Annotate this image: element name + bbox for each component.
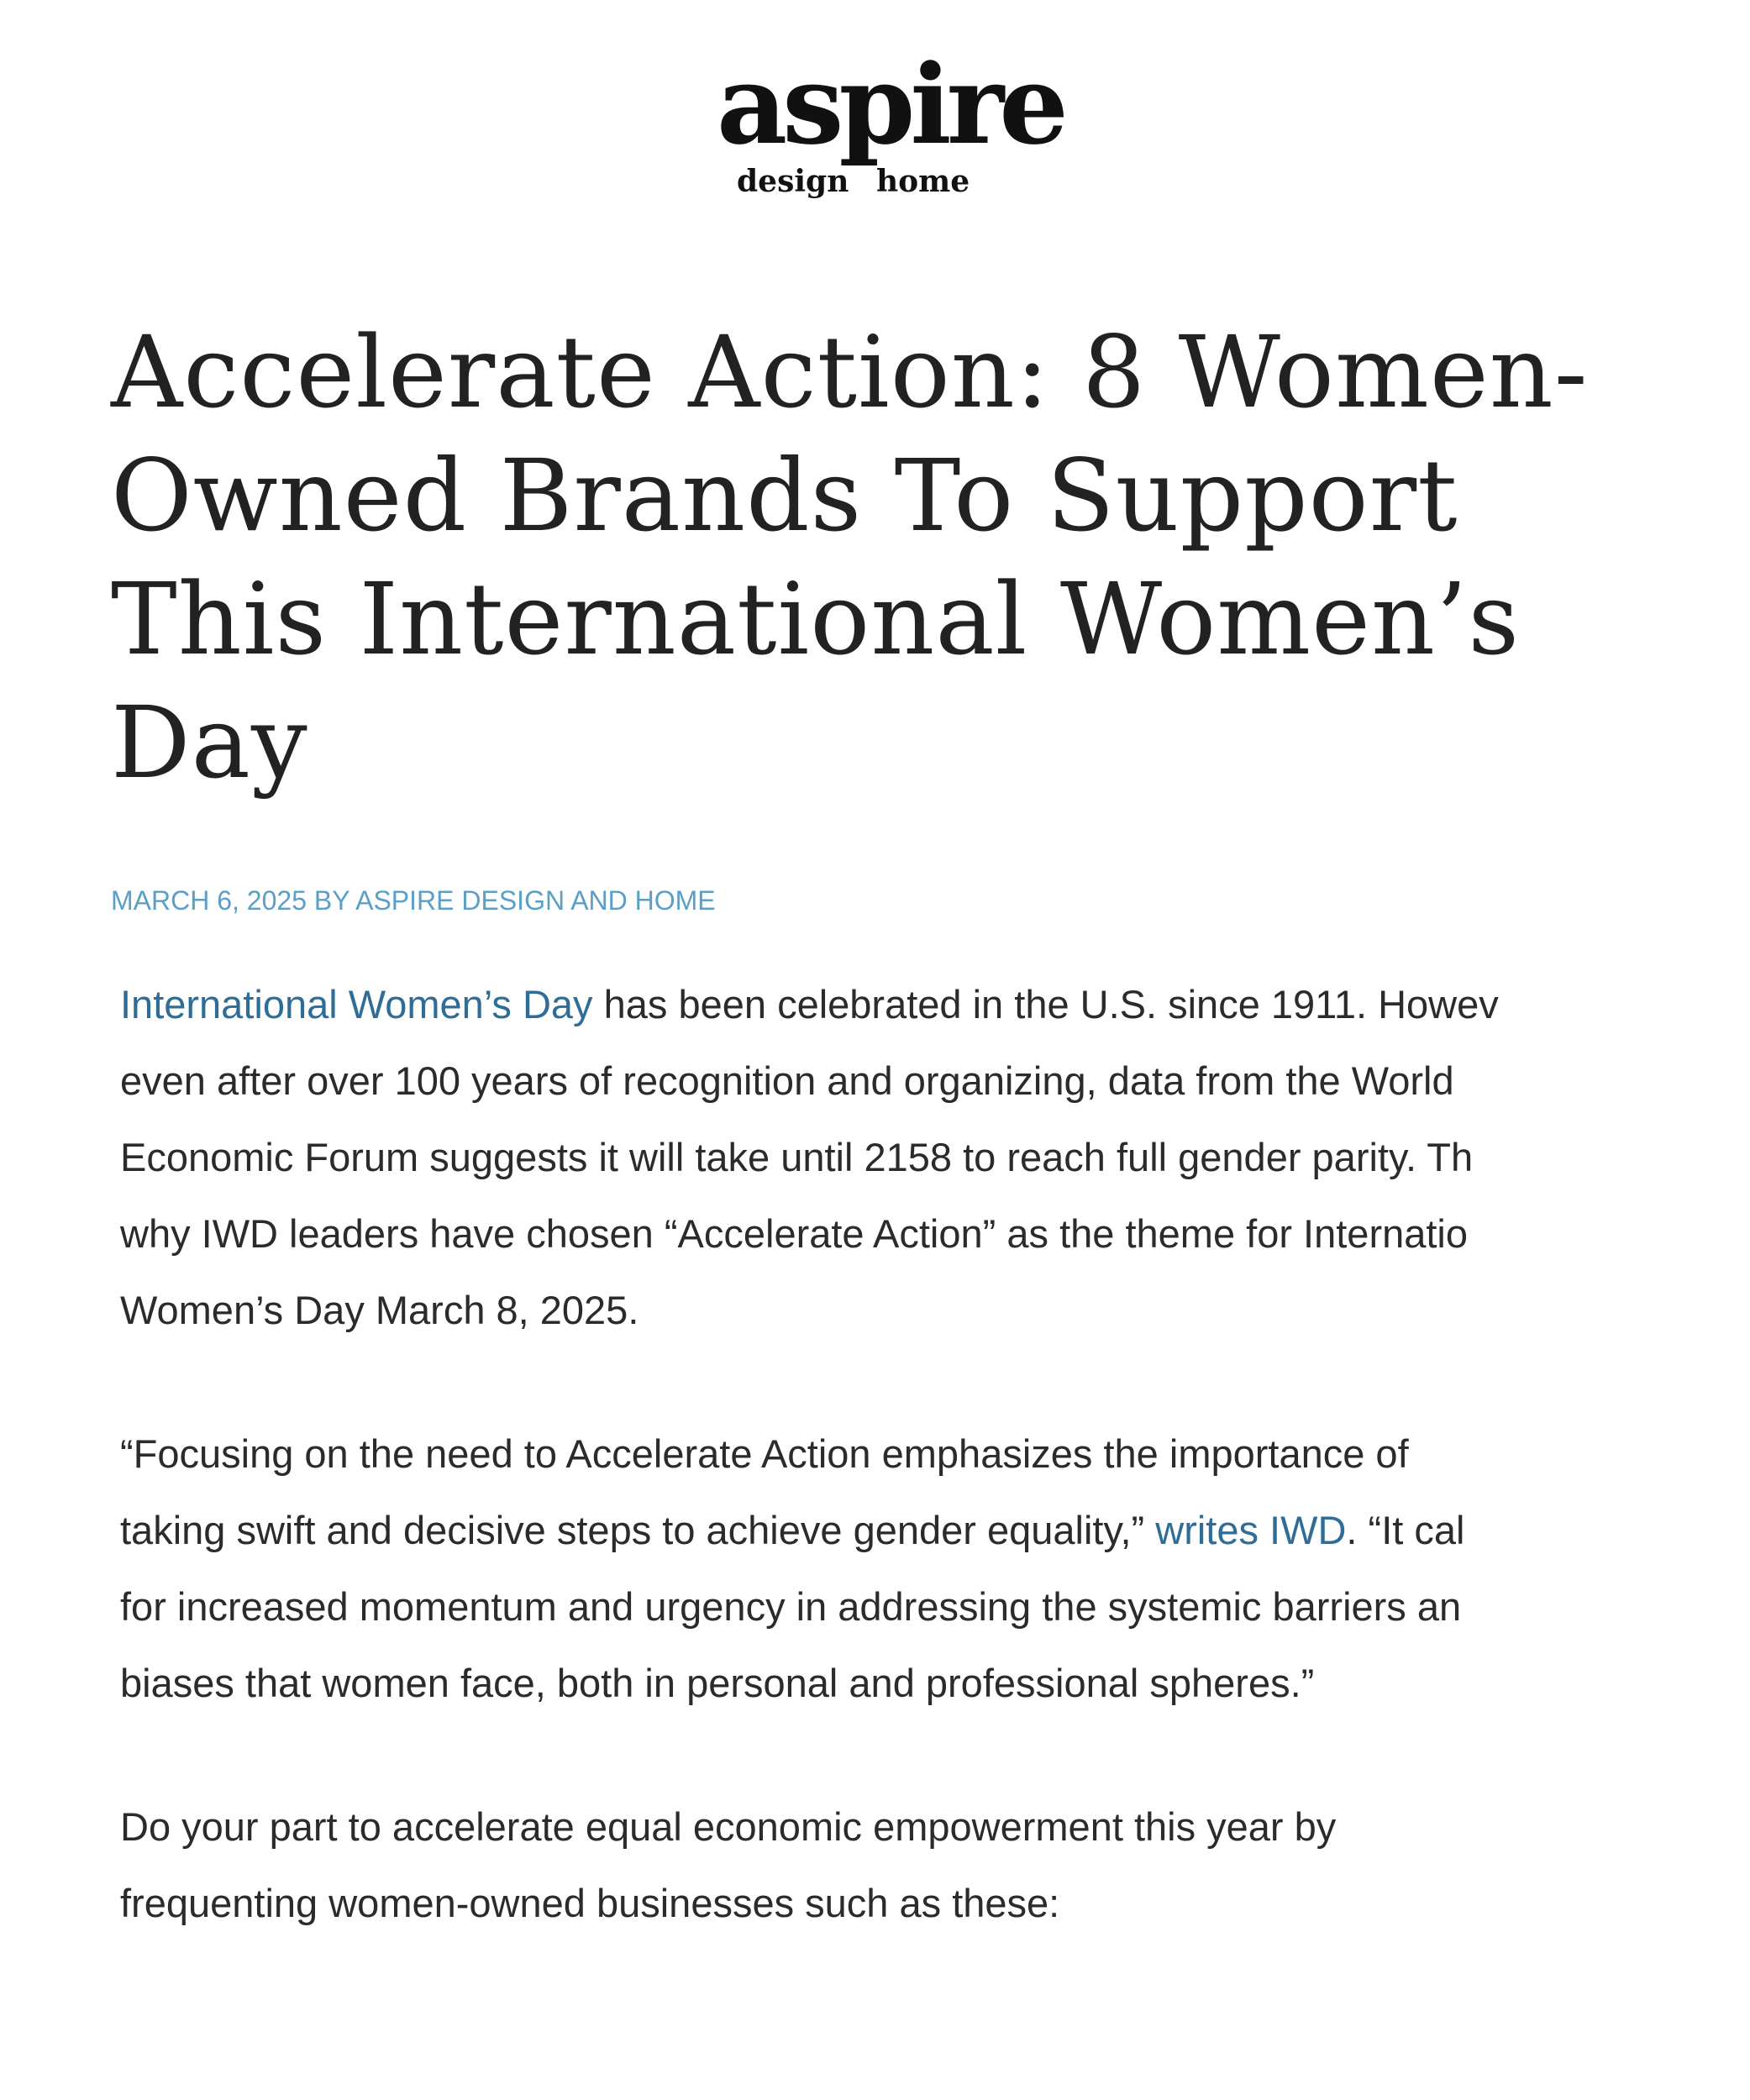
paragraph-line [120, 966, 1649, 1042]
article-body [120, 966, 1649, 2008]
site-logo[interactable] [0, 40, 1750, 218]
paragraph-line: Economic Forum suggests it will take until 2158 to reach full gender parity. Th [120, 1135, 1474, 1179]
logo-subtitle-design: design [737, 164, 849, 199]
paragraph-line: “Focusing on the need to Accelerate Action emphasizes the importance of [120, 1431, 1409, 1476]
article-date: MARCH 6, 2025 [111, 885, 307, 916]
paragraph-line: biases that women face, both in personal and professional spheres.” [120, 1661, 1315, 1705]
logo-wordmark: aspire [717, 40, 1064, 169]
line-text: has been celebrated in the U.S. since 1911. Howev [592, 982, 1499, 1026]
author-link[interactable]: ASPIRE DESIGN AND HOME [355, 885, 716, 916]
line-text: taking swift and decisive steps to achieve gender equality,” [120, 1508, 1156, 1552]
paragraph-line: why IWD leaders have chosen “Accelerate Action” as the theme for Internatio [120, 1211, 1469, 1256]
writes-iwd-link[interactable]: writes IWD [1155, 1508, 1347, 1552]
paragraph-line: for increased momentum and urgency in addressing the systemic barriers an [120, 1584, 1462, 1629]
paragraph-line: Women’s Day March 8, 2025. [120, 1288, 639, 1332]
logo-subtitle-home: home [876, 164, 970, 199]
article-title: Accelerate Action: 8 Women-Owned Brands To Support This International Women’s Day [111, 314, 1589, 801]
line-text: . “It cal [1346, 1508, 1465, 1552]
paragraph-line: frequenting women-owned businesses such as these: [120, 1881, 1060, 1925]
paragraph-1 [120, 966, 1649, 1348]
paragraph-line: Do your part to accelerate equal economic empowerment this year by [120, 1804, 1337, 1849]
iwd-link[interactable]: International Women’s Day [120, 982, 593, 1026]
paragraph-2 [120, 1415, 1649, 1721]
paragraph-line: even after over 100 years of recognition and organizing, data from the World [120, 1058, 1454, 1103]
paragraph-3 [120, 1788, 1649, 1941]
article-meta [111, 884, 716, 917]
byline-label: BY [313, 885, 349, 916]
paragraph-line [120, 1492, 1649, 1568]
